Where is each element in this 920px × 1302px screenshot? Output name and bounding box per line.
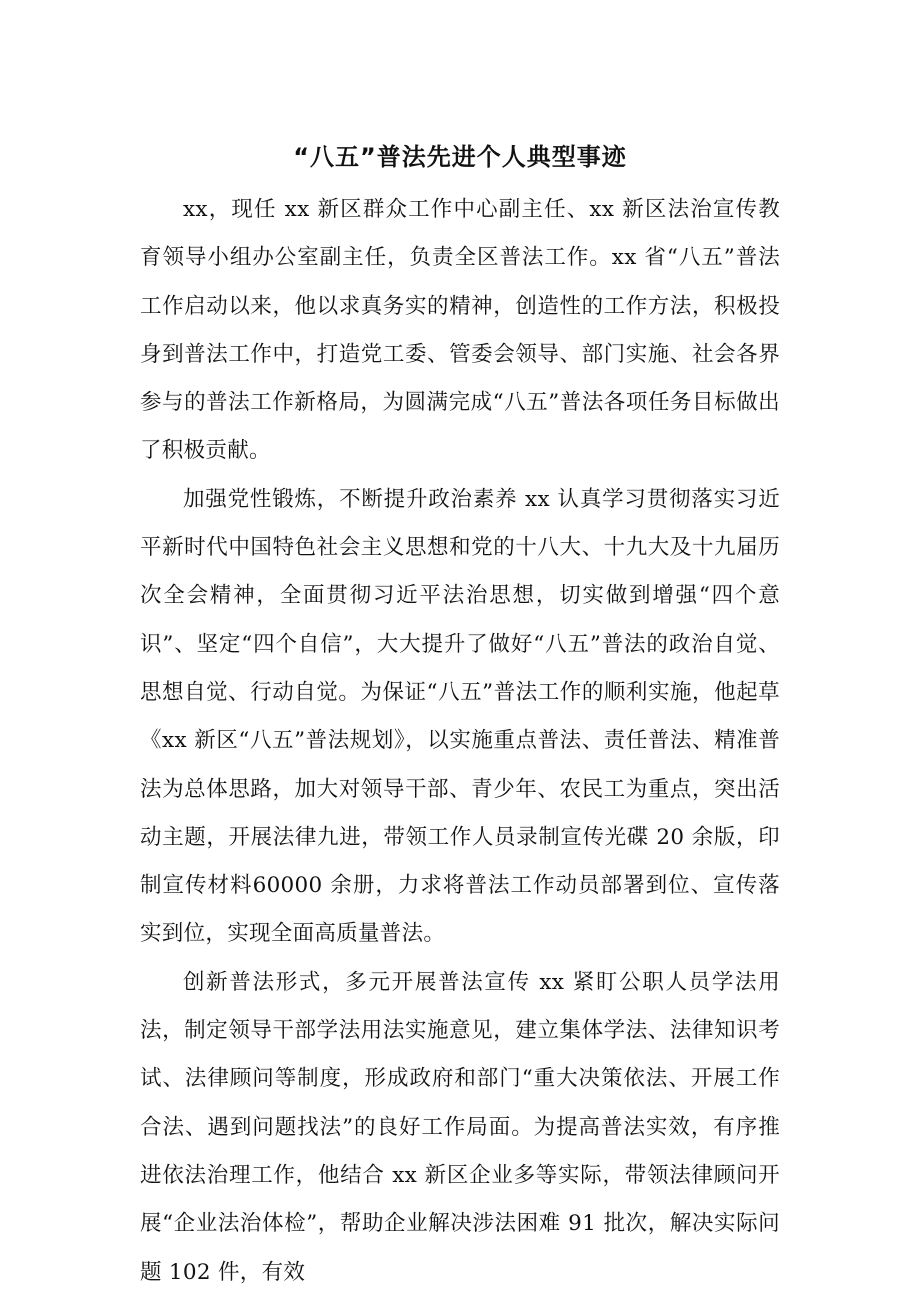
paragraph-innovation: 创新普法形式，多元开展普法宣传 xx 紧盯公职人员学法用法，制定领导干部学法用法实施意见，建立集体学法、法律知识考试、法律顾问等制度，形成政府和部门“重大决策依法、开展工作合法、遇到问题找法”的良好工作局面。为提高普法实效，有序推进依法治理工作，他结合 xx 新区企业多等实际，带领法律顾问开展“企业法治体检”，帮助企业解决涉法困难 91 批次，解决实际问题 102 件，有效 — [140, 969, 780, 1285]
document-title: “八五”普法先进个人典型事迹 — [293, 143, 627, 171]
paragraph-political-quality: 加强党性锻炼，不断提升政治素养 xx 认真学习贯彻落实习近平新时代中国特色社会主义思想和党的十八大、十九大及十九届历次全会精神，全面贯彻习近平法治思想，切实做到增强“四个意识”、坚定“四个自信”，大大提升了做好“八五”普法的政治自觉、思想自觉、行动自觉。为保证“八五”普法工作的顺利实施，他起草《xx 新区“八五”普法规划》，以实施重点普法、责任普法、精准普法为总体思路，加大对领导干部、青少年、农民工为重点，突出活动主题，开展法律九进，带领工作人员录制宣传光碟 20 余版，印制宣传材料60000 余册，力求将普法工作动员部署到位、宣传落实到位，实现全面高质量普法。 — [140, 486, 780, 947]
document-body — [140, 186, 780, 1297]
paragraph-intro: xx，现任 xx 新区群众工作中心副主任、xx 新区法治宣传教育领导小组办公室副主任，负责全区普法工作。xx 省“八五”普法工作启动以来，他以求真务实的精神，创造性的工作方法，积极投身到普法工作中，打造党工委、管委会领导、部门实施、社会各界参与的普法工作新格局，为圆满完成“八五”普法各项任务目标做出了积极贡献。 — [140, 197, 780, 464]
